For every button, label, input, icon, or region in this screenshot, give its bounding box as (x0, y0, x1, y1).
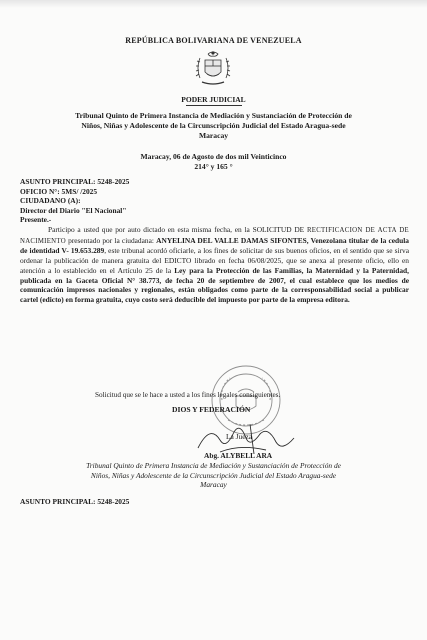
judge-name: Abg. ALYBELL ARA (204, 451, 273, 460)
date-line: Maracay, 06 de Agosto de dos mil Veinticinco (140, 152, 287, 161)
document-meta (20, 177, 129, 225)
ciudadano-label: CIUDADANO (A): (20, 196, 81, 206)
republic-heading: REPÚBLICA BOLIVARIANA DE VENEZUELA (125, 36, 302, 45)
recipient-director: Director del Diario "El Nacional" (20, 205, 127, 215)
petitioner-identity: ANYELINA DEL VALLE DAMAS SIFONTES, Venezolana titular de la cedula de identidad V- 19.653.289 (20, 235, 409, 256)
tribunal-line: Tribunal Quinto de Primera Instancia de Mediación y Sustanciación de Protección de (86, 461, 341, 470)
tribunal-signature-block (25, 461, 402, 490)
body-presentado: presentado por la ciudadana: (65, 235, 154, 245)
body-paragraph (20, 225, 409, 305)
tribunal-line: Maracay (200, 480, 227, 490)
closing-request: Solicitud que se le hace a usted a los fines legales consiguientes. (95, 391, 281, 399)
date-block (0, 152, 427, 172)
tribunal-line: Tribunal Quinto de Primera Instancia de Mediación y Sustanciación de Protección de (75, 111, 352, 120)
oficio-number: OFICIO N°: 5MS/ /2025 (20, 186, 98, 196)
asunto-principal-footer: ASUNTO PRINCIPAL: 5248-2025 (20, 497, 130, 506)
tribunal-line: Niños, Niñas y Adolescente de la Circunscripción Judicial del Estado Aragua-sede (81, 121, 346, 130)
body-intro: Participo a usted que por auto dictado en esta misma fecha, en la SOLICITUD DE (48, 225, 305, 234)
jueza-title: La Jueza (226, 432, 253, 441)
dios-y-federacion: DIOS Y FEDERACIÓN (172, 405, 251, 414)
tribunal-line: Niños, Niñas y Adolescente de la Circunscripción Judicial del Estado Aragua-sede (90, 470, 337, 480)
asunto-principal: ASUNTO PRINCIPAL: 5248-2025 (20, 177, 130, 186)
law-reference: Ley para la Protección de las Familias, la Maternidad y la Paternidad, publicada en la Gaceta Oficial N° 38.773, de fecha 20 de septiembre de 2007, el cual establece que los medios de comunicación impresos nacionales y regionales, están obligados como parte de la corresponsabilidad social a publicar cartel (edicto) en forma gratuita, cuyo costo será deducible del impuesto por parte de la empresa editora. (20, 265, 409, 304)
poder-judicial-heading: PODER JUDICIAL (181, 95, 246, 104)
tribunal-line: Maracay (198, 131, 229, 140)
presente-label: Presente.- (20, 215, 52, 225)
coat-of-arms-icon (190, 48, 236, 90)
heading-underline (186, 105, 242, 106)
body-middle: , este tribunal acordó oficiarle, a los fines de solicitar de sus buenos oficios, en el sentido que se sirva ordenar la publicación de manera gratuita del EDICTO librado en fecha 06/08/2025, que se anexa al presente oficio, ello en atención a lo establecido en el Artículo 25 de la (20, 246, 410, 275)
scan-edge-shadow (0, 0, 427, 8)
years-line: 214° y 165 ° (194, 162, 233, 171)
tribunal-heading (30, 111, 397, 141)
solicitud-type: RECTIFICACION DE ACTA DE NACIMIENTO (20, 227, 409, 245)
